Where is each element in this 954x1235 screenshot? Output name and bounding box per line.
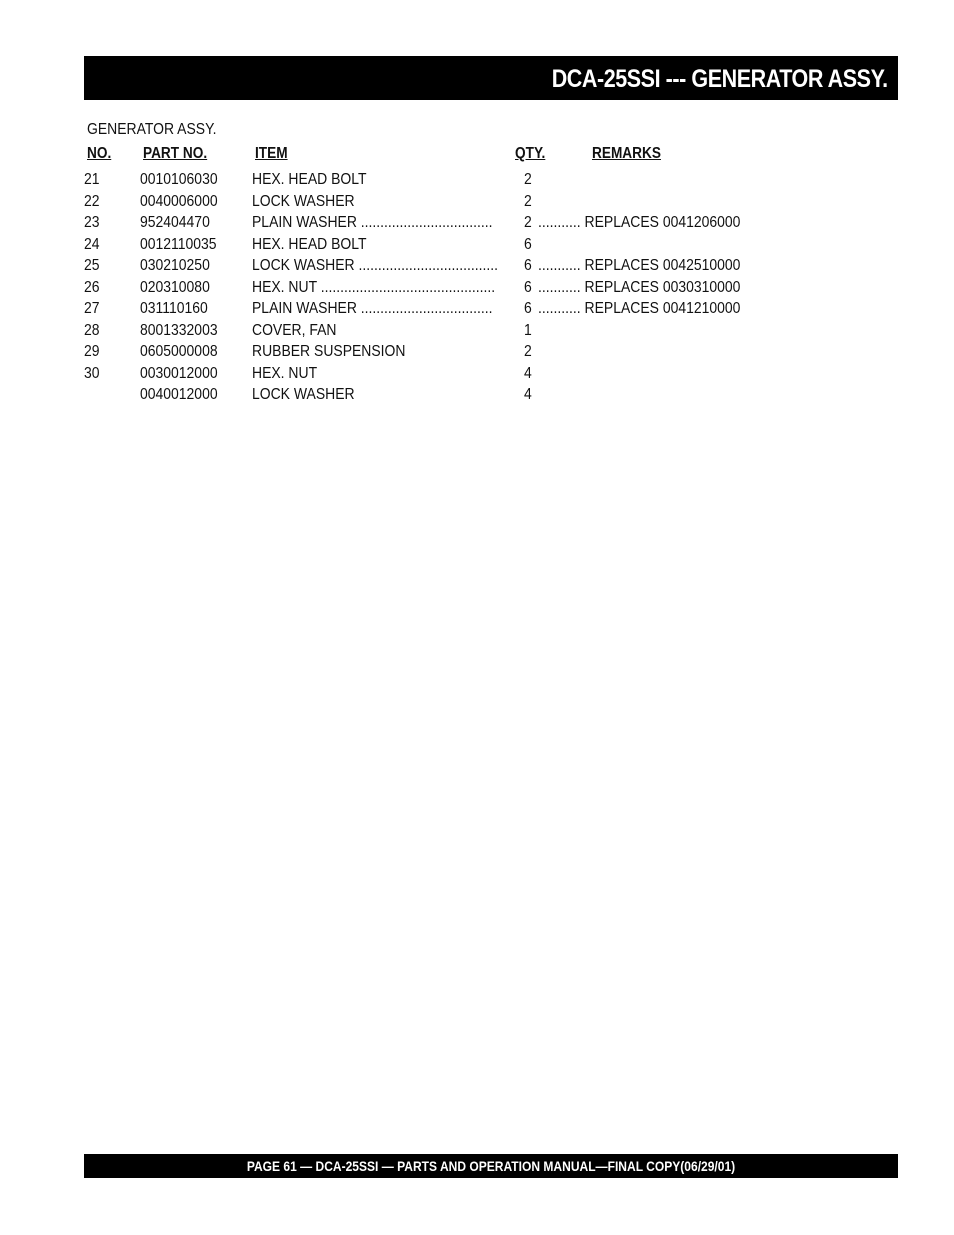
part-number: 0605000008	[140, 343, 218, 360]
quantity: 6	[524, 235, 532, 253]
column-header-part-no: PART NO.	[143, 145, 208, 162]
row-number: 23	[84, 214, 100, 231]
item-description: LOCK WASHER	[252, 386, 355, 403]
item-description: HEX. NUT	[252, 364, 318, 382]
quantity: 2	[524, 214, 532, 231]
part-number: 031110160	[140, 300, 208, 317]
table-row	[0, 234, 954, 256]
part-number: 0010106030	[140, 171, 218, 188]
quantity: 4	[524, 364, 532, 382]
remarks: ........... REPLACES 0042510000	[538, 257, 741, 274]
column-header-qty: QTY.	[515, 145, 546, 162]
quantity: 2	[524, 343, 532, 360]
item-description: LOCK WASHER	[252, 192, 355, 210]
table-row	[0, 212, 954, 234]
remarks: ........... REPLACES 0041210000	[538, 300, 741, 317]
table-row	[0, 255, 954, 277]
parts-list	[0, 169, 954, 406]
quantity: 2	[524, 192, 532, 210]
page-footer: PAGE 61 — DCA-25SSI — PARTS AND OPERATION MANUAL—FINAL COPY(06/29/01)	[246, 1158, 736, 1174]
item-description: PLAIN WASHER ..................................	[252, 214, 493, 231]
quantity: 2	[524, 171, 532, 188]
table-row	[0, 384, 954, 406]
quantity: 4	[524, 386, 532, 403]
table-row	[0, 277, 954, 299]
part-number: 0040006000	[140, 192, 218, 210]
quantity: 6	[524, 257, 532, 274]
row-number: 24	[84, 235, 100, 253]
part-number: 952404470	[140, 214, 210, 231]
table-row	[0, 298, 954, 320]
part-number: 8001332003	[140, 321, 218, 339]
page-footer-bar	[84, 1154, 898, 1178]
table-row	[0, 191, 954, 213]
part-number: 0040012000	[140, 386, 218, 403]
part-number: 0012110035	[140, 235, 217, 253]
item-description: COVER, FAN	[252, 321, 337, 339]
row-number: 21	[84, 171, 100, 188]
row-number: 26	[84, 278, 100, 296]
row-number: 29	[84, 343, 100, 360]
row-number: 25	[84, 257, 100, 274]
table-row	[0, 363, 954, 385]
table-row	[0, 341, 954, 363]
row-number: 22	[84, 192, 100, 210]
item-description: HEX. HEAD BOLT	[252, 235, 367, 253]
table-row	[0, 169, 954, 191]
section-title: GENERATOR ASSY.	[87, 121, 217, 138]
column-header-item: ITEM	[255, 145, 288, 162]
quantity: 6	[524, 278, 532, 296]
remarks: ........... REPLACES 0030310000	[538, 278, 741, 296]
page-header-bar	[84, 56, 898, 100]
remarks: ........... REPLACES 0041206000	[538, 214, 741, 231]
part-number: 030210250	[140, 257, 210, 274]
quantity: 1	[524, 321, 532, 339]
row-number: 27	[84, 300, 100, 317]
column-header-remarks: REMARKS	[592, 145, 661, 162]
quantity: 6	[524, 300, 532, 317]
item-description: HEX. HEAD BOLT	[252, 171, 367, 188]
item-description: RUBBER SUSPENSION	[252, 343, 406, 360]
table-row	[0, 320, 954, 342]
column-header-no: NO.	[87, 145, 112, 162]
item-description: HEX. NUT .............................................	[252, 278, 496, 296]
part-number: 0030012000	[140, 364, 218, 382]
row-number: 28	[84, 321, 100, 339]
column-headers	[0, 145, 954, 165]
part-number: 020310080	[140, 278, 210, 296]
page-title: DCA-25SSI --- GENERATOR ASSY.	[552, 65, 888, 93]
row-number: 30	[84, 364, 100, 382]
item-description: PLAIN WASHER ..................................	[252, 300, 493, 317]
item-description: LOCK WASHER ....................................	[252, 257, 498, 274]
